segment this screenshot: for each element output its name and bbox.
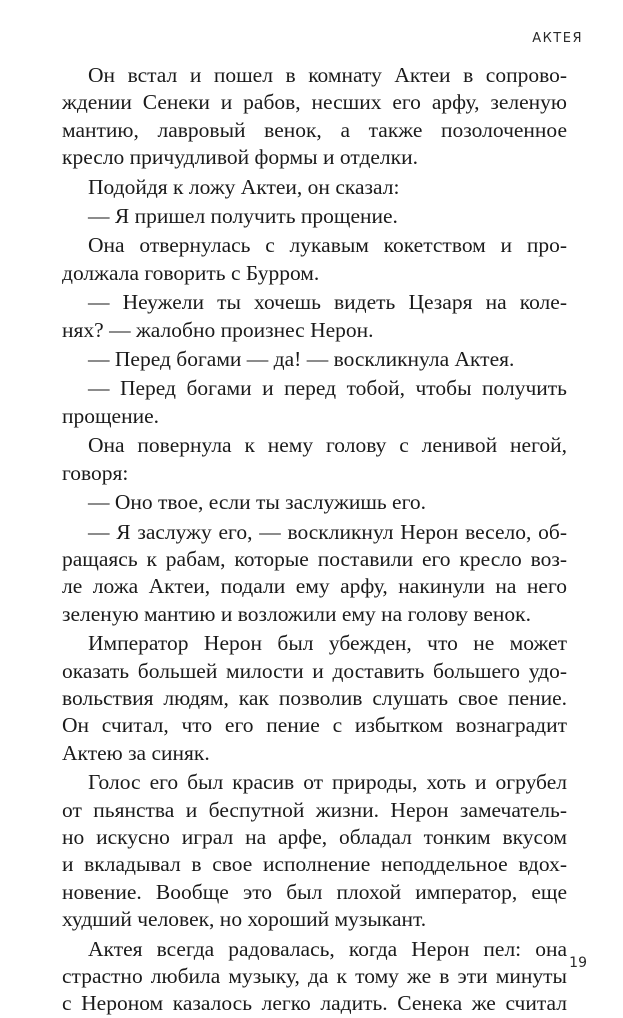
text-line: — Оно твое, если ты заслужишь его.	[88, 490, 427, 515]
running-head: АКТЕЯ	[532, 31, 583, 46]
text-line: — Я пришел получить прощение.	[88, 204, 398, 229]
text-line: новение. Вообще это был плохой император, еще	[62, 879, 567, 904]
paragraph	[62, 630, 567, 767]
text-line: оказать большей милости и доставить большего удо-	[62, 658, 567, 683]
text-line: Он считал, что его пение с избытком вознаградит	[62, 713, 567, 738]
text-line: нях? — жалобно произнес Нерон.	[62, 317, 374, 342]
text-line: страстно любила музыку, да к тому же в эти минуты	[62, 964, 567, 988]
paragraph	[62, 62, 567, 172]
paragraph	[62, 769, 567, 933]
text-line: ждении Сенеки и рабов, несших его арфу, зеленую	[62, 90, 567, 115]
text-line: Император Нерон был убежден, что не может	[88, 631, 567, 656]
text-line: Актею за синяк.	[62, 740, 210, 765]
text-line: худший человек, но хороший музыкант.	[62, 907, 427, 932]
paragraph	[62, 375, 567, 430]
text-line: и вкладывал в свое исполнение неподдельное вдох-	[62, 852, 567, 877]
paragraph	[62, 936, 567, 1018]
text-line: но искусно играл на арфе, обладал тонким вкусом	[62, 824, 567, 849]
text-line: Голос его был красив от природы, хоть и огрубел	[88, 770, 567, 795]
text-line: должала говорить с Бурром.	[62, 260, 320, 285]
text-line: вольствия людям, как позволив слушать свое пение.	[62, 685, 567, 710]
text-line: Он встал и пошел в комнату Актеи в сопрово-	[88, 63, 567, 87]
text-line: мантию, лавровый венок, а также позолоченное	[62, 117, 567, 142]
paragraph	[62, 346, 567, 373]
text-line: прощение.	[62, 403, 160, 428]
text-line: ле ложа Актеи, подали ему арфу, накинули на него	[62, 574, 567, 599]
paragraph	[62, 289, 567, 344]
paragraph	[62, 174, 567, 201]
text-line: говоря:	[62, 460, 129, 485]
text-line: от пьянства и беспутной жизни. Нерон замечатель-	[62, 797, 567, 822]
text-line: — Неужели ты хочешь видеть Цезаря на коле-	[88, 290, 567, 315]
paragraph	[62, 519, 567, 629]
text-line: — Перед богами и перед тобой, чтобы получить	[88, 376, 567, 401]
body-text	[62, 62, 567, 1018]
paragraph	[62, 432, 567, 487]
paragraph	[62, 232, 567, 287]
page-number: 19	[569, 955, 587, 971]
text-line: Актея всегда радовалась, когда Нерон пел: она	[88, 936, 567, 961]
text-line: — Перед богами — да! — воскликнула Актея.	[88, 347, 515, 372]
text-line: Подойдя к ложу Актеи, он сказал:	[88, 174, 400, 199]
text-line: — Я заслужу его, — воскликнул Нерон весело, об-	[88, 519, 567, 544]
text-line: ращаясь к рабам, которые поставили его кресло воз-	[62, 546, 567, 571]
text-line: Она повернула к нему голову с ленивой негой,	[88, 433, 567, 458]
paragraph	[62, 203, 567, 230]
text-line: кресло причудливой формы и отделки.	[62, 145, 418, 170]
text-line: зеленую мантию и возложили ему на голову венок.	[62, 601, 532, 626]
text-line: Она отвернулась с лукавым кокетством и про-	[88, 233, 567, 258]
paragraph	[62, 489, 567, 516]
text-line: с Нероном казалось легко ладить. Сенека же считал	[62, 991, 567, 1016]
